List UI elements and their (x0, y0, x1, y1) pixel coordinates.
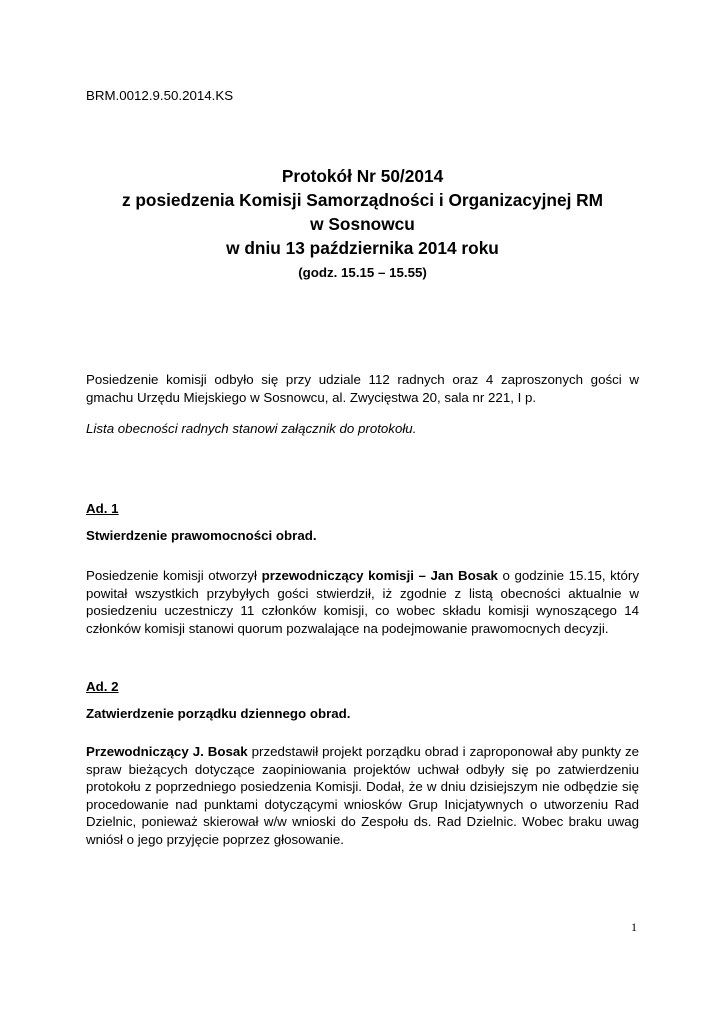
section-1-label: Ad. 1 (86, 501, 119, 516)
title-line-committee: z posiedzenia Komisji Samorządności i Organizacyjnej RM (121, 190, 604, 210)
attendance-paragraph: Posiedzenie komisji odbyło się przy udziale 112 radnych oraz 4 zaproszonych gości w gmachu Urzędu Miejskiego w Sosnowcu, al. Zwycięstwa 20, sala nr 221, I p. (86, 372, 639, 405)
section-2-chairman-name: Przewodniczący J. Bosak (86, 744, 248, 759)
title-line-city: w Sosnowcu (310, 214, 415, 234)
page-number: 1 (631, 920, 637, 934)
section-2-label: Ad. 2 (86, 679, 119, 694)
document-reference-number: BRM.0012.9.50.2014.KS (86, 88, 234, 103)
title-line-date: w dniu 13 października 2014 roku (226, 238, 499, 258)
section-2-heading: Zatwierdzenie porządku dziennego obrad. (86, 706, 351, 721)
document-title-block (60, 164, 665, 282)
section-1-heading: Stwierdzenie prawomocności obrad. (86, 528, 317, 543)
section-1-paragraph (86, 567, 639, 637)
attendance-list-note: Lista obecności radnych stanowi załącznik do protokołu. (86, 421, 417, 436)
title-line-protocol-number: Protokół Nr 50/2014 (281, 166, 444, 186)
section-1-chairman-name: przewodniczący komisji – Jan Bosak (261, 568, 498, 583)
section-1-text-end: o godzinie 15.15, który powitał wszystkich przybyłych gości stwierdził, iż zgodnie z listą obecności aktualnie w posiedzeniu uczestniczy 11 członków komisji, co wobec składu komisji wynoszącego 14 członków komisji stanowi quorum pozwalające na podejmowanie prawomocnych decyzji. (86, 568, 639, 636)
section-1-text-start: Posiedzenie komisji otworzył (86, 568, 262, 583)
section-2-text-end: przedstawił projekt porządku obrad i zaproponował aby punkty ze spraw bieżących dotyczące zaopiniowania projektów uchwał odbyły się po zatwierdzeniu protokołu z poprzedniego posiedzenia Komisji. Dodał, że w dniu dzisiejszym nie odbędzie się procedowanie nad punktami dotyczącymi wniosków Grup Inicjatywnych o utworzeniu Rad Dzielnic, ponieważ skierował w/w wnioski do Zespołu ds. Rad Dzielnic. Wobec braku uwag wniósł o jego przyjęcie poprzez głosowanie. (86, 744, 639, 847)
title-line-time: (godz. 15.15 – 15.55) (298, 265, 427, 280)
section-2-paragraph (86, 743, 639, 848)
